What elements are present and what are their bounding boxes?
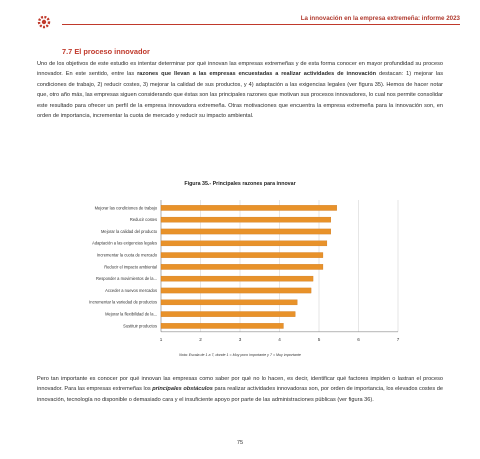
category-label: Responder a movimientos de la...	[96, 276, 157, 282]
logo-gear-icon	[36, 14, 52, 30]
chart-bar	[161, 253, 323, 258]
running-header-title: La innovación en la empresa extremeña: informe 2023	[300, 15, 460, 22]
paragraph-obstacles-bold: principales obstáculos	[152, 386, 213, 393]
header-divider	[62, 24, 460, 25]
category-label: Adaptación a las exigencias legales	[92, 240, 157, 246]
x-tick-label: 2	[199, 336, 202, 342]
category-label: Mejorar la calidad del producto	[101, 228, 157, 234]
figure-title: Figura 35.- Principales razones para innovar	[184, 181, 296, 187]
x-tick-label: 7	[396, 336, 400, 342]
x-tick-label: 4	[278, 336, 281, 342]
category-label: Incrementar la cuota de mercado	[96, 252, 157, 258]
paragraph-intro-text-1: Uno de los objetivos de este estudio es intentar determinar por qué innovan las empresas extremeñas y de esta forma conocer en mayor profundidad su proceso innovador. En este sentido, entre las	[37, 61, 443, 78]
category-label: Acceder a nuevos mercados	[105, 287, 157, 293]
page-number: 75	[236, 440, 244, 446]
chart-bar	[161, 229, 331, 234]
paragraph-obstacles-text-1: Pero tan importante es conocer por qué innovan las empresas como saber por qué no lo hacen, es decir, identificar qué factores impiden o lastran el proceso innovador. Para las empresas extremeñas los	[37, 376, 443, 393]
section-title: 7.7 El proceso innovador	[62, 47, 150, 56]
chart-bar	[161, 323, 283, 328]
x-tick-label: 1	[159, 336, 163, 342]
chart-bar	[161, 264, 323, 269]
category-label: Incrementar la variedad de productos	[89, 299, 157, 305]
chart-bar	[161, 276, 313, 281]
bar-chart	[56, 190, 426, 350]
x-tick-label: 6	[357, 336, 360, 342]
paragraph-obstacles-text-2: para realizar actividades innovadoras son, por orden de importancia, los elevados costes de innovación, tecnología no disponible o demasiado cara y el insuficiente apoyo por parte de las administraciones públicas (ver figura 36).	[37, 386, 443, 403]
chart-bar	[161, 312, 295, 317]
figure-note: Nota: Escala de 1 a 7, donde 1 = Muy poco importante y 7 = Muy importante	[179, 353, 301, 357]
category-label: Sustituir productos	[123, 323, 157, 329]
chart-bar	[161, 205, 337, 210]
chart-bar	[161, 300, 297, 305]
chart-bar	[161, 288, 311, 293]
category-label: Mejorar las condiciones de trabajo	[94, 205, 157, 211]
category-label: Reducir el impacto ambiental	[104, 264, 157, 270]
category-label: Mejorar la flexibilidad de la...	[105, 311, 157, 317]
paragraph-intro-bold: razones que llevan a las empresas encuestadas a realizar actividades de innovación	[137, 71, 377, 78]
paragraph-obstacles	[37, 374, 443, 405]
x-tick-label: 3	[238, 336, 242, 342]
x-tick-label: 5	[317, 336, 321, 342]
chart-bar	[161, 217, 331, 222]
category-label: Reducir costes	[129, 217, 157, 223]
paragraph-intro	[37, 59, 443, 121]
paragraph-intro-text-2: destacan: 1) mejorar las condiciones de trabajo, 2) reducir costes, 3) mejorar la calidad de sus productos, y 4) adaptación a las exigencias legales (ver figura 35). Hemos de hacer notar que, otro año más, las empresas siguen considerando que éstas son las principales razones que motivan sus procesos innovadores, lo cual nos permite consolidar este resultado para ofrecer un perfil de la empresa innovadora extremeña. Otras motivaciones que encuentra la empresa extremeña para la innovación son, en orden de importancia, incrementar la cuota de mercado y reducir su impacto ambiental.	[37, 71, 443, 120]
chart-bar	[161, 241, 327, 246]
